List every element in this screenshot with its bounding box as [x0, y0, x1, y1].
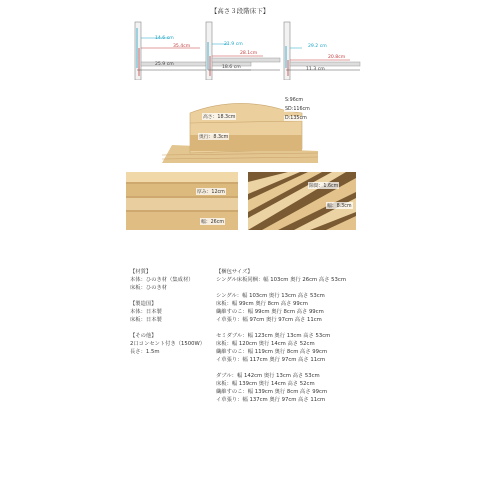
right-spec-line: ダブル：幅 142cm 奥行 13cm 高さ 53cm	[216, 373, 320, 379]
diagram-2-red-value: 28.1cm	[240, 51, 258, 56]
left-spec-line: 本体：日本製	[130, 309, 162, 315]
right-spec-line: シングル：幅 103cm 奥行 13cm 高さ 53cm	[216, 293, 325, 299]
right-spec-line: 床板：幅 120cm 奥行 14cm 高さ 52cm	[216, 341, 315, 347]
right-spec-line: シングル床板同梱：幅 103cm 奥行 26cm 高さ 53cm	[216, 277, 346, 283]
right-specs	[216, 268, 346, 404]
slat-photo-right	[248, 172, 356, 230]
left-spec-line: 床板：ひのき材	[130, 285, 168, 291]
head-size-sd: SD:116cm	[285, 107, 310, 112]
diagram-1-cyan-value: 14.6 cm	[155, 36, 174, 41]
diagram-2-dark-value: 18.6 cm	[222, 65, 241, 70]
left-spec-line: 【材質】	[130, 269, 152, 275]
left-specs	[130, 268, 205, 356]
right-spec-line: 床板：幅 99cm 奥行 8cm 高さ 99cm	[216, 301, 308, 307]
head-depth-callout: 奥行：8.3cm	[199, 135, 229, 140]
head-height-callout: 高さ：18.3cm	[203, 115, 236, 120]
diagram-3-red-value: 20.8cm	[328, 55, 346, 60]
left-spec-line: 【製造国】	[130, 301, 157, 307]
diagram-2-cyan-value: 21.9 cm	[224, 42, 243, 47]
right-spec-line: イ草張り：幅 137cm 奥行 97cm 高さ 11cm	[216, 397, 326, 403]
slat-breadth-callout: 幅：8.3cm	[327, 204, 352, 209]
page-title: 【高さ３段階床下】	[210, 7, 270, 15]
head-size-d: D:135cm	[285, 116, 307, 121]
head-size-s: S:96cm	[285, 98, 304, 103]
left-spec-line: 2口コンセント付き（1500W）	[130, 341, 206, 347]
slat-width-callout: 幅：26cm	[201, 220, 225, 225]
right-spec-line: 繊維すのこ：幅 119cm 奥行 8cm 高さ 99cm	[216, 349, 328, 355]
left-spec-line: 本体：ひのき材（集成材）	[130, 277, 194, 283]
left-spec-line: 【その他】	[130, 333, 157, 339]
right-spec-line: 繊維すのこ：幅 139cm 奥行 8cm 高さ 99cm	[216, 389, 328, 395]
diagram-3-cyan-value: 29.2 cm	[308, 44, 327, 49]
height-diagram-3	[280, 18, 420, 80]
right-spec-line: 床板：幅 139cm 奥行 14cm 高さ 52cm	[216, 381, 315, 387]
right-spec-line: 【梱包サイズ】	[216, 269, 253, 275]
headboard-photo	[162, 93, 318, 163]
right-spec-line: セミダブル：幅 123cm 奥行 13cm 高さ 53cm	[216, 333, 331, 339]
left-spec-line: 床板：日本製	[130, 317, 162, 323]
left-spec-line: 長さ：1.5m	[130, 349, 160, 355]
slat-photo-left	[126, 172, 238, 230]
right-spec-line: イ草張り：幅 117cm 奥行 97cm 高さ 11cm	[216, 357, 326, 363]
diagram-1-dark-value: 25.9 cm	[155, 62, 174, 67]
right-spec-line: イ草張り：幅 97cm 奥行 97cm 高さ 11cm	[216, 317, 322, 323]
slat-thickness-callout: 厚み：12cm	[197, 190, 225, 195]
diagram-1-red-value: 35.4cm	[173, 44, 191, 49]
slat-gap-callout: 隙間：1.6cm	[309, 184, 339, 189]
right-spec-line: 繊維すのこ：幅 99cm 奥行 8cm 高さ 99cm	[216, 309, 324, 315]
diagram-3-dark-value: 11.3 cm	[306, 67, 325, 72]
